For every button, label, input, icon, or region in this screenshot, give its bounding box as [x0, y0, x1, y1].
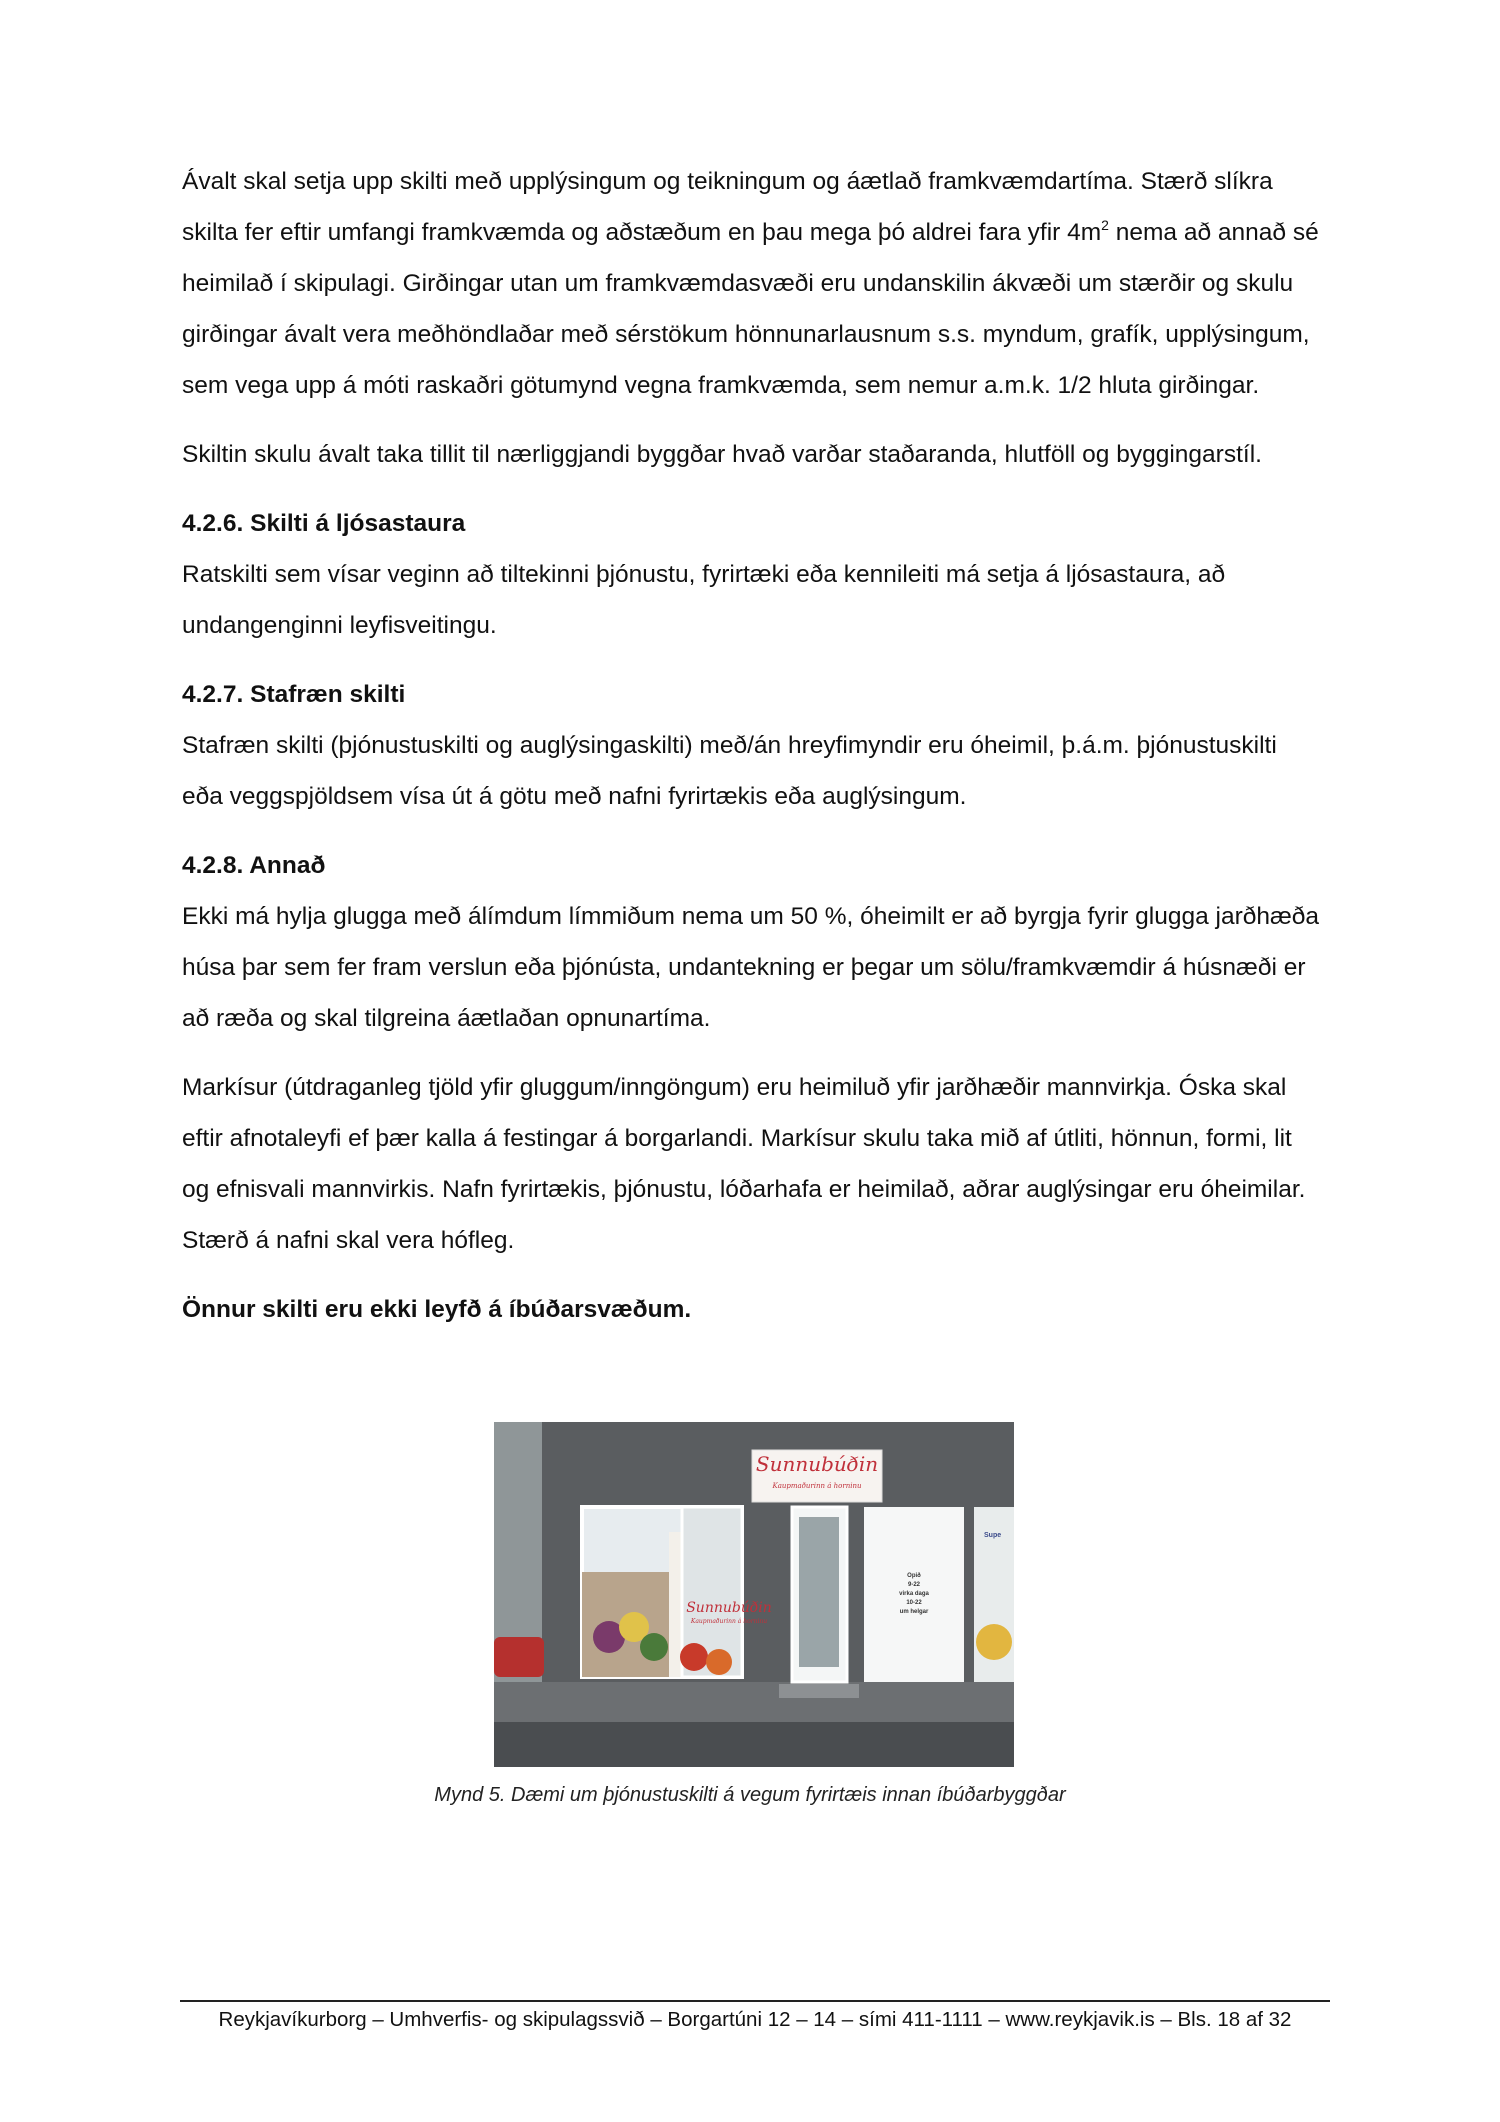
section-text: Stafræn skilti (þjónustuskilti og auglýsingaskilti) með/án hreyfimyndir eru óheimil, þ.á.m. þjónustuskilti eða veggspjöldsem vísa út á götu með nafni fyrirtækis eða auglýsingum. — [182, 732, 1277, 810]
paragraph-signage-info — [182, 156, 1322, 411]
section-text: Markísur (útdraganleg tjöld yfir gluggum/inngöngum) eru heimiluð yfir jarðhæðir mannvirkja. Óska skal eftir afnotaleyfi ef þær kalla á festingar á borgarlandi. Markísur skulu taka mið af útliti, hönnun, formi, lit og efnisvali mannvirkis. Nafn fyrirtækis, þjónustu, lóðarhafa er heimilað, aðrar auglýsingar eru óheimilar. Stærð á nafni skal vera hófleg. — [182, 1074, 1306, 1254]
paragraph-context: Skiltin skulu ávalt taka tillit til nærliggjandi byggðar hvað varðar staðaranda, hlutföll og byggingarstíl. — [182, 441, 1262, 468]
section-text: Ekki má hylja glugga með álímdum límmiðum nema um 50 %, óheimilt er að byrgja fyrir glugga jarðhæða húsa þar sem fer fram verslun eða þjónústa, undantekning er þegar um sölu/framkvæmdir á húsnæði er að ræða og skal tilgreina áætlaðan opnunartíma. — [182, 903, 1320, 1032]
document-body — [182, 156, 1322, 1353]
window-sign-subtitle: Kaupmaðurinn á horninu — [690, 1618, 768, 1625]
section-heading: 4.2.7. Stafræn skilti — [182, 681, 406, 708]
storefront-photo — [494, 1422, 1014, 1767]
paragraph-text: Ávalt skal setja upp skilti með upplýsingum og teikningum og áætlað framkvæmdartíma. Stærð slíkra skilta fer eftir umfangi framkvæmda og aðstæðum en þau mega þó aldrei fara yfir 4m — [182, 168, 1273, 246]
sign-name: Sunnubúðin — [755, 1452, 879, 1476]
sign-subtitle: Kaupmaðurinn á horninu — [772, 1482, 862, 1490]
hours-line: um helgar — [899, 1609, 929, 1615]
hours-line: 9-22 — [907, 1582, 920, 1588]
footer-divider — [180, 2000, 1330, 2002]
window-sign-name: Sunnubúðin — [686, 1600, 772, 1616]
section-4-2-8 — [182, 840, 1322, 1266]
section-4-2-6 — [182, 498, 1322, 651]
partial-sign: Supe — [984, 1532, 1002, 1539]
paragraph-text: nema að annað sé heimilað í skipulagi. Girðingar utan um framkvæmdasvæði eru undanskilin ákvæði um stærðir og skulu girðingar ávalt vera meðhöndlaðar með sérstökum hönnunarlausnum s.s. myndum, grafík, upplýsingum, sem vega upp á móti raskaðri götumynd vegna framkvæmda, sem nemur a.m.k. 1/2 hluta girðingar. — [182, 219, 1319, 399]
section-4-2-7 — [182, 669, 1322, 822]
closing-statement: Önnur skilti eru ekki leyfð á íbúðarsvæðum. — [182, 1296, 692, 1323]
superscript: 2 — [1101, 217, 1109, 233]
section-heading: 4.2.8. Annað — [182, 852, 326, 879]
section-text: Ratskilti sem vísar veginn að tiltekinni þjónustu, fyrirtæki eða kennileiti má setja á ljósastaura, að undangenginni leyfisveitingu. — [182, 561, 1226, 639]
figure-caption: Mynd 5. Dæmi um þjónustuskilti á vegum fyrirtæis innan íbúðarbyggðar — [434, 1784, 1066, 1806]
hours-line: Opið — [907, 1573, 921, 1579]
page-footer: Reykjavíkurborg – Umhverfis- og skipulagssvið – Borgartúni 12 – 14 – sími 411-1111 – www.reykjavik.is – Bls. 18 af 32 — [218, 2008, 1292, 2031]
hours-line: virka daga — [899, 1591, 929, 1597]
section-heading: 4.2.6. Skilti á ljósastaura — [182, 510, 466, 537]
opening-hours — [864, 1572, 964, 1617]
hours-line: 10-22 — [906, 1600, 922, 1606]
